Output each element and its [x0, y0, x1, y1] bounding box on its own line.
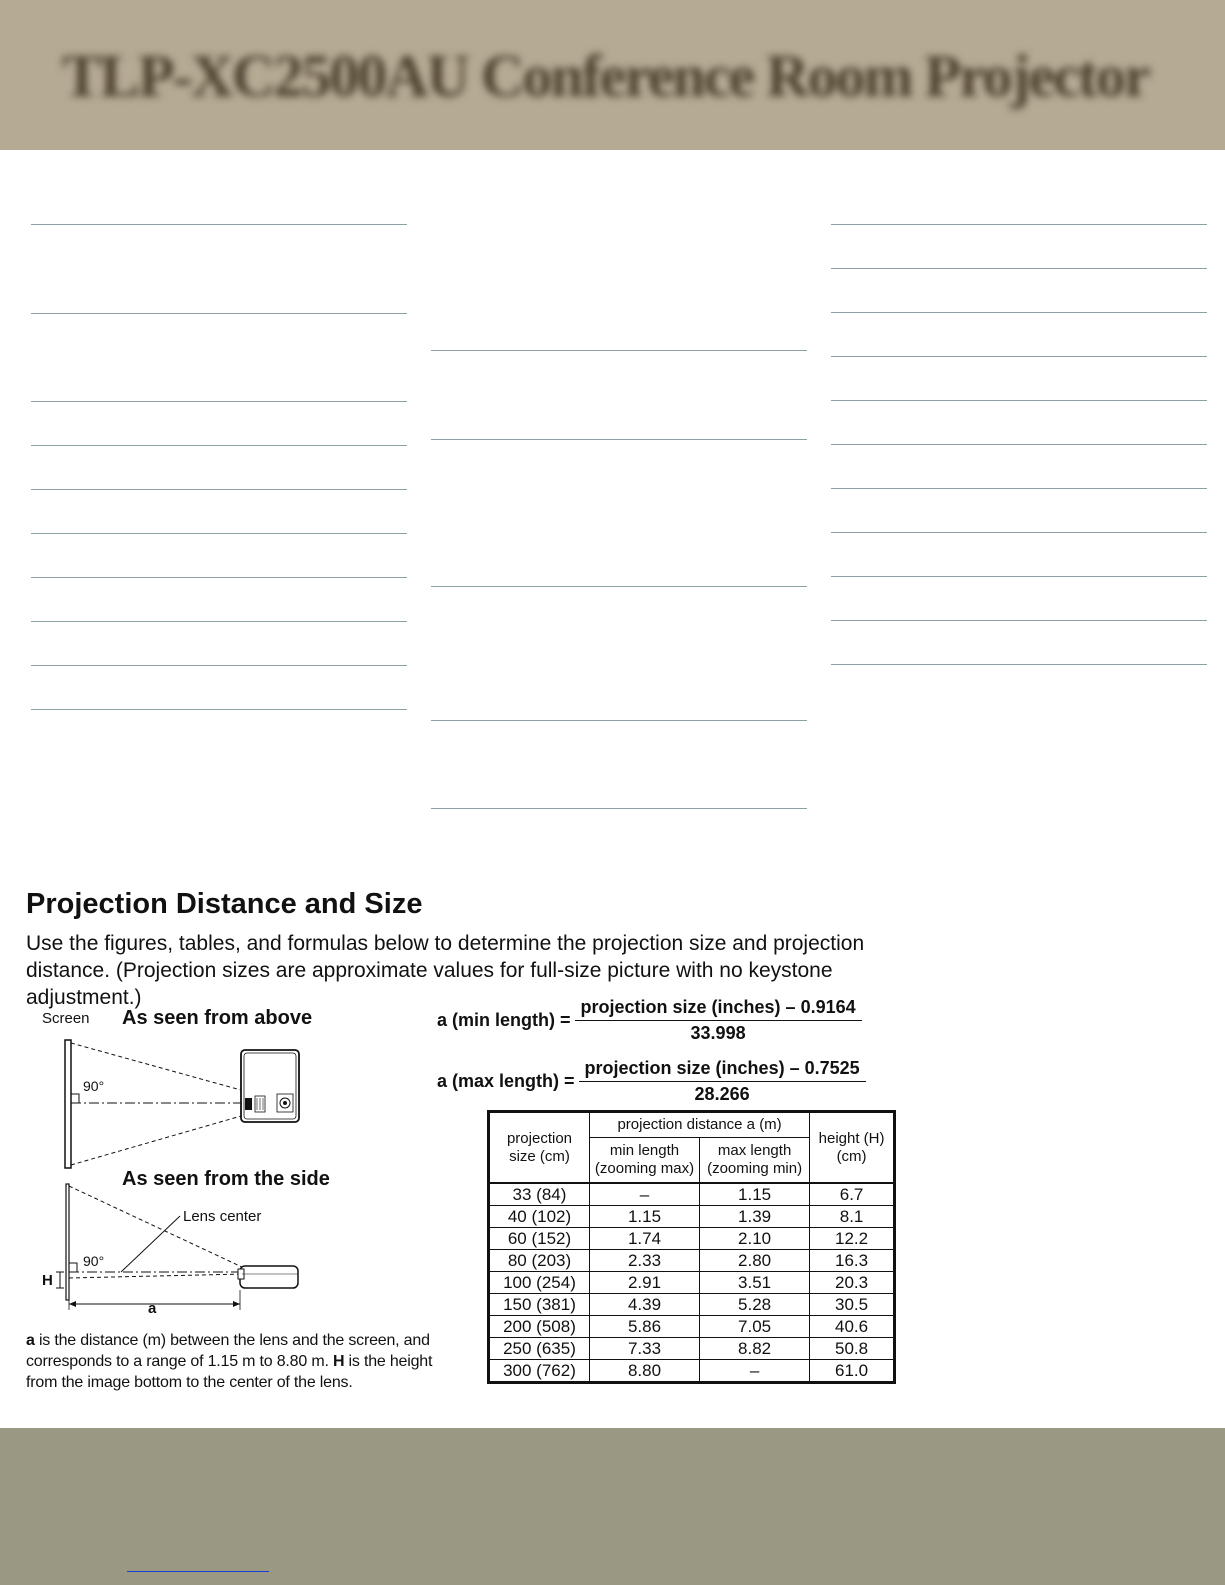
- divider-rule: [831, 444, 1207, 445]
- divider-rule: [31, 489, 407, 490]
- header-min-length: min length (zooming max): [589, 1138, 699, 1184]
- divider-rule: [31, 665, 407, 666]
- cell-projection-size: 200 (508): [489, 1316, 590, 1338]
- height-h-label: H: [42, 1272, 53, 1289]
- cell-max-length: 7.05: [700, 1316, 810, 1338]
- cell-min-length: 2.33: [589, 1250, 699, 1272]
- cell-min-length: 1.15: [589, 1206, 699, 1228]
- cell-min-length: 1.74: [589, 1228, 699, 1250]
- angle-label-top: 90°: [83, 1078, 105, 1094]
- table-row: [489, 1338, 895, 1360]
- divider-rule: [831, 356, 1207, 357]
- divider-rule: [31, 445, 407, 446]
- intro-text: Use the figures, tables, and formulas below to determine the projection size and projection distance. (Projection sizes are approximate values for full-size picture with no keystone adjustment.): [26, 932, 865, 1009]
- cell-projection-size: 100 (254): [489, 1272, 590, 1294]
- cell-projection-size: 60 (152): [489, 1228, 590, 1250]
- distance-a-label: a: [148, 1300, 157, 1317]
- divider-rule: [831, 532, 1207, 533]
- formula-fraction: [579, 1058, 866, 1105]
- cell-min-length: 8.80: [589, 1360, 699, 1383]
- divider-rule: [31, 709, 407, 710]
- table-row: [489, 1228, 895, 1250]
- formula-numerator: projection size (inches) – 0.9164: [575, 997, 862, 1021]
- cell-max-length: 2.80: [700, 1250, 810, 1272]
- cell-max-length: 2.10: [700, 1228, 810, 1250]
- formula-denominator: 33.998: [690, 1023, 746, 1043]
- formula-denominator: 28.266: [694, 1084, 750, 1104]
- divider-rule: [431, 720, 807, 721]
- header-max-length: max length (zooming min): [700, 1138, 810, 1184]
- cell-min-length: 2.91: [589, 1272, 699, 1294]
- header-height: height (H) (cm): [810, 1112, 895, 1184]
- caption-h-term: H: [332, 1353, 345, 1370]
- table-row: [489, 1294, 895, 1316]
- cell-projection-size: 150 (381): [489, 1294, 590, 1316]
- projection-table: [487, 1110, 896, 1384]
- footer-band: [0, 1428, 1225, 1585]
- cell-height: 40.6: [810, 1316, 895, 1338]
- header-projection-size: projection size (cm): [489, 1112, 590, 1184]
- table-row: [489, 1250, 895, 1272]
- divider-rule: [831, 576, 1207, 577]
- cell-max-length: 3.51: [700, 1272, 810, 1294]
- table-row: [489, 1272, 895, 1294]
- cell-projection-size: 80 (203): [489, 1250, 590, 1272]
- screen-label: Screen: [42, 1010, 90, 1027]
- projection-diagram: [26, 1007, 466, 1330]
- header-banner: [0, 0, 1225, 150]
- divider-rule: [831, 620, 1207, 621]
- side-view-label: As seen from the side: [122, 1168, 330, 1190]
- table-row: [489, 1360, 895, 1383]
- cell-height: 6.7: [810, 1183, 895, 1206]
- cell-max-length: –: [700, 1360, 810, 1383]
- cell-min-length: 4.39: [589, 1294, 699, 1316]
- divider-rule: [431, 350, 807, 351]
- formula-max-length: [437, 1058, 866, 1105]
- cell-max-length: 1.15: [700, 1183, 810, 1206]
- formula-min-length: [437, 997, 862, 1044]
- cell-projection-size: 40 (102): [489, 1206, 590, 1228]
- header-title: TLP-XC2500AU Conference Room Projector: [62, 43, 1149, 109]
- divider-rule: [831, 224, 1207, 225]
- divider-rule: [831, 312, 1207, 313]
- angle-label-side: 90°: [83, 1253, 105, 1269]
- divider-rule: [31, 313, 407, 314]
- cell-max-length: 8.82: [700, 1338, 810, 1360]
- table-row: [489, 1183, 895, 1206]
- divider-rule: [31, 533, 407, 534]
- caption-a-term: a: [26, 1332, 35, 1349]
- formula-lhs: a (max length) =: [437, 1071, 575, 1091]
- section-title: Projection Distance and Size: [26, 888, 423, 920]
- formula-lhs: a (min length) =: [437, 1010, 571, 1030]
- cell-height: 30.5: [810, 1294, 895, 1316]
- cell-min-length: –: [589, 1183, 699, 1206]
- formula-numerator: projection size (inches) – 0.7525: [579, 1058, 866, 1082]
- divider-rule: [431, 439, 807, 440]
- cell-height: 8.1: [810, 1206, 895, 1228]
- table-row: [489, 1316, 895, 1338]
- divider-rule: [31, 577, 407, 578]
- cell-height: 50.8: [810, 1338, 895, 1360]
- top-view-label: As seen from above: [122, 1007, 313, 1029]
- cell-projection-size: 250 (635): [489, 1338, 590, 1360]
- cell-min-length: 7.33: [589, 1338, 699, 1360]
- lens-center-label: Lens center: [183, 1208, 262, 1225]
- cell-projection-size: 33 (84): [489, 1183, 590, 1206]
- divider-rule: [831, 268, 1207, 269]
- cell-height: 12.2: [810, 1228, 895, 1250]
- divider-rule: [431, 586, 807, 587]
- formula-fraction: [575, 997, 862, 1044]
- cell-projection-size: 300 (762): [489, 1360, 590, 1383]
- cell-max-length: 5.28: [700, 1294, 810, 1316]
- divider-rule: [31, 224, 407, 225]
- cell-height: 61.0: [810, 1360, 895, 1383]
- cell-height: 16.3: [810, 1250, 895, 1272]
- table-row: [489, 1206, 895, 1228]
- divider-rule: [831, 664, 1207, 665]
- header-projection-distance: projection distance a (m): [589, 1112, 809, 1138]
- divider-rule: [831, 400, 1207, 401]
- footer-link-underline[interactable]: [127, 1571, 269, 1572]
- caption-text-1: is the distance (m) between the lens and the screen, and corresponds to a range of 1.15 m to 8.80 m.: [26, 1332, 430, 1370]
- cell-min-length: 5.86: [589, 1316, 699, 1338]
- cell-max-length: 1.39: [700, 1206, 810, 1228]
- diagram-caption: [26, 1330, 466, 1393]
- caption-text-2: is the height from the image bottom to the center of the lens.: [26, 1353, 433, 1391]
- divider-rule: [431, 808, 807, 809]
- divider-rule: [31, 401, 407, 402]
- divider-rule: [31, 621, 407, 622]
- divider-rule: [831, 488, 1207, 489]
- cell-height: 20.3: [810, 1272, 895, 1294]
